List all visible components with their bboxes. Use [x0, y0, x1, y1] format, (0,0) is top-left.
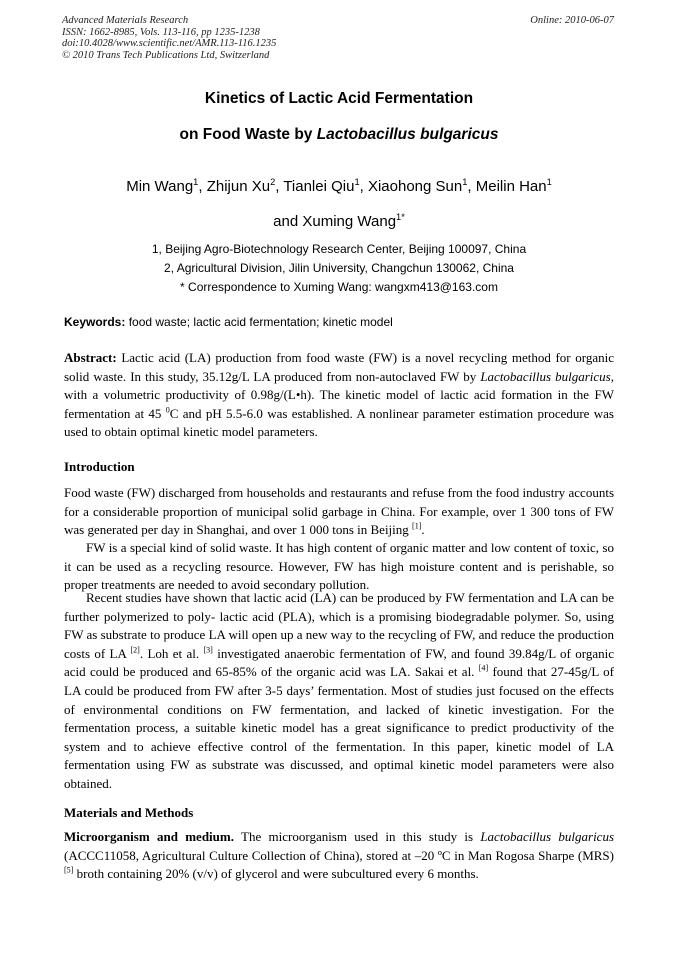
abstract-text-2: , with a volumetric productivity of 0.98g/(L•h). The kinetic model of lactic acid formation in the FW fermentation at 45: [64, 368, 614, 421]
affiliation-2: 2, Agricultural Division, Jilin University, Changchun 130062, China: [164, 261, 514, 275]
methods-text-b: (ACCC11058, Agricultural Culture Collection of China), stored at –20 ºC in Man Rogosa Sharpe (MRS): [64, 847, 614, 863]
intro-p3-text-d: found that 27-45g/L of LA could be produced from FW after 3-5 days’ fermentation. Most of studies just focused on the effects of environmental conditions on FW fermentation, and lacked of kinetic investigation. For the fermentation process, a suitable kinetic model has a great significance to predict productivity of the system and to achieve effective control of the fermentation. In this paper, kinetic model of LA fermentation using FW as substrate was discussed, and optimal kinetic model parameters were also obtained.: [64, 664, 614, 791]
author-name: Tianlei Qiu: [283, 178, 355, 195]
citation-ref[interactable]: [4]: [478, 664, 489, 674]
intro-p1-end: .: [421, 522, 425, 538]
methods-heading: Materials and Methods: [64, 805, 194, 820]
author-name: Zhijun Xu: [206, 178, 271, 195]
author-list-line2: [40, 213, 638, 230]
intro-p3-text-a: Recent studies have shown that lactic acid (LA) can be produced by FW fermentation and LA can be further polymerized to poly- lactic acid (PLA), which is a promising biodegradable polymer. So, using FW as substrate to produce LA will open up a new way to the recycling of FW, and reduce the production costs of LA: [64, 590, 614, 661]
degree-sup: 0: [165, 405, 170, 415]
citation-ref[interactable]: [5]: [64, 865, 74, 875]
author-name: Min Wang: [126, 178, 194, 195]
methods-text-c: broth containing 20% (v/v) of glycerol and were subcultured every 6 months.: [73, 866, 479, 882]
citation-ref[interactable]: [1]: [412, 521, 422, 531]
intro-p3-text-b: . Loh et al.: [139, 645, 204, 661]
intro-paragraph-3: [64, 589, 614, 794]
online-date-text: Online: 2010-06-07: [530, 15, 614, 26]
title-organism: Lactobacillus bulgaricus: [316, 126, 499, 143]
author-separator: ,: [198, 178, 207, 195]
intro-p1-text: Food waste (FW) discharged from households and restaurants and refuse from the food industry accounts for a considerable proportion of municipal solid garbage in China. For example, over 1 300 tons of FW was generated per day in Shanghai, and over 1 000 tons in Beijing: [64, 485, 614, 538]
author-and: and: [273, 213, 303, 230]
author-affil-mark: 1: [193, 177, 199, 187]
intro-paragraph-1: [64, 484, 614, 540]
title-prefix: on Food Waste by: [179, 126, 317, 143]
online-date: [530, 15, 614, 27]
paper-title-line2: [40, 126, 638, 144]
journal-header: [62, 15, 276, 61]
methods-text-a: The microorganism used in this study is: [233, 829, 481, 844]
affiliation-1: 1, Beijing Agro-Biotechnology Research Center, Beijing 100097, China: [151, 242, 527, 256]
keywords: [64, 315, 393, 329]
author-name: Meilin Han: [475, 178, 547, 195]
author-list-line1: [40, 178, 638, 195]
author-affil-mark: 1: [354, 177, 360, 187]
citation-ref[interactable]: [3]: [203, 645, 213, 655]
abstract-text-3: C and pH 5.5-6.0 was established. A nonlinear parameter estimation procedure was used to obtain optimal kinetic model parameters.: [64, 405, 614, 440]
journal-doi[interactable]: doi:10.4028/www.scientific.net/AMR.113-116.1235: [62, 38, 277, 49]
intro-paragraph-2: FW is a special kind of solid waste. It has high content of organic matter and low content of toxic, so it can be used as a recycling resource. However, FW has high moisture content and is perishable, so proper treatments are needed to avoid secondary pollution.: [64, 540, 614, 593]
author-separator: ,: [275, 178, 284, 195]
author-name: Xuming Wang: [302, 213, 397, 230]
journal-copyright: © 2010 Trans Tech Publications Ltd, Switzerland: [62, 49, 270, 61]
paper-title-line1: Kinetics of Lactic Acid Fermentation: [204, 90, 474, 107]
methods-paragraph-1: [64, 828, 614, 884]
citation-ref[interactable]: [2]: [130, 645, 140, 655]
author-affil-mark: 1*: [396, 212, 405, 222]
correspondence: * Correspondence to Xuming Wang: wangxm413@163.com: [180, 280, 498, 294]
author-separator: ,: [359, 178, 368, 195]
keywords-text: food waste; lactic acid fermentation; kinetic model: [125, 315, 393, 329]
abstract-organism: Lactobacillus bulgaricus: [480, 368, 611, 384]
keywords-label: Keywords:: [64, 315, 126, 329]
abstract: [64, 349, 614, 442]
introduction-heading: Introduction: [64, 459, 135, 474]
journal-name: Advanced Materials Research: [62, 15, 189, 26]
intro-p3-text-c: investigated anaerobic fermentation of FW, and found 39.84g/L of organic acid could be produced and 65-85% of the organic acid was LA. Sakai et al.: [64, 645, 614, 680]
author-separator: ,: [467, 178, 476, 195]
abstract-text-1: Lactic acid (LA) production from food waste (FW) is a novel recycling method for organic solid waste. In this study, 35.12g/L LA produced from non-autoclaved FW by: [64, 350, 614, 384]
author-affil-mark: 1: [546, 177, 552, 187]
author-affil-mark: 2: [270, 177, 276, 187]
author-affil-mark: 1: [462, 177, 468, 187]
methods-organism: Lactobacillus bulgaricus: [480, 829, 615, 844]
abstract-label: Abstract:: [64, 350, 117, 365]
journal-issn: ISSN: 1662-8985, Vols. 113-116, pp 1235-1238: [62, 26, 260, 38]
author-name: Xiaohong Sun: [367, 178, 463, 195]
methods-subheading: Microorganism and medium.: [64, 829, 234, 844]
